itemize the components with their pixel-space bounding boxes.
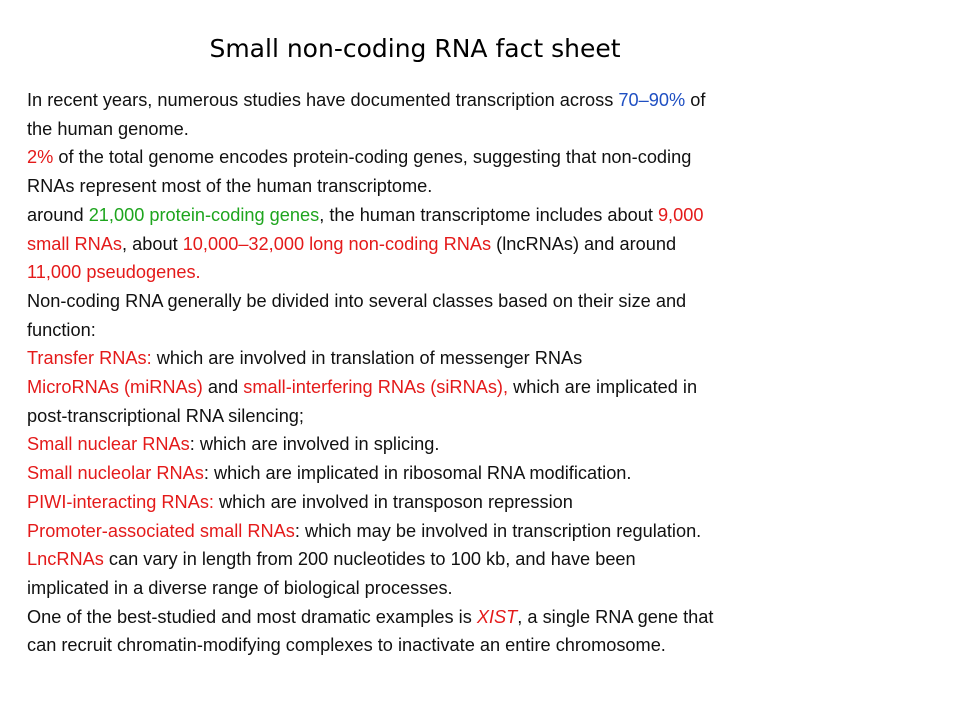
- text-segment: of: [685, 90, 706, 110]
- text-segment: the human genome.: [27, 118, 189, 139]
- text-segment: 11,000 pseudogenes.: [27, 262, 201, 283]
- text-segment: XIST: [476, 606, 518, 627]
- text-segment: (lncRNAs) and around: [491, 233, 677, 254]
- text-segment: 10,000–32,000 long non-coding RNAs: [182, 233, 492, 254]
- text-line: [27, 316, 942, 345]
- text-segment: function:: [27, 319, 96, 340]
- text-segment: In recent years, numerous studies have documented transcription across: [27, 90, 619, 110]
- text-segment: 2%: [27, 147, 54, 168]
- text-segment: Transfer RNAs:: [27, 348, 152, 369]
- text-line: [27, 430, 942, 459]
- text-line: [27, 143, 942, 172]
- text-line: [27, 373, 942, 402]
- text-segment: : which may be involved in transcription regulation.: [294, 520, 702, 541]
- text-segment: Small nucleolar RNAs: [27, 463, 204, 484]
- text-segment: : which are implicated in ribosomal RNA modification.: [203, 463, 632, 484]
- text-segment: One of the best-studied and most dramatic examples is: [27, 606, 477, 627]
- text-segment: around: [27, 204, 89, 225]
- text-segment: which are involved in transposon repression: [213, 491, 573, 512]
- text-line: [27, 172, 942, 201]
- text-segment: 70–90%: [618, 90, 686, 110]
- text-segment: 9,000: [657, 204, 704, 225]
- text-line: [27, 545, 942, 574]
- text-segment: Small nuclear RNAs: [27, 434, 190, 455]
- text-segment: , the human transcriptome includes about: [319, 204, 658, 225]
- text-segment: LncRNAs: [27, 549, 104, 570]
- text-line: [27, 459, 942, 488]
- text-segment: RNAs represent most of the human transcriptome.: [27, 176, 433, 197]
- text-segment: 21,000 protein-coding genes: [88, 204, 320, 225]
- text-segment: of the total genome encodes protein-coding genes, suggesting that non-coding: [53, 147, 692, 168]
- text-segment: , a single RNA gene that: [517, 606, 714, 627]
- text-line: [27, 86, 942, 115]
- text-line: [27, 115, 942, 144]
- text-segment: which are involved in translation of messenger RNAs: [151, 348, 583, 369]
- text-line: [27, 344, 942, 373]
- text-segment: small RNAs: [27, 233, 122, 254]
- text-line: [27, 201, 942, 230]
- text-line: [27, 230, 942, 259]
- text-line: [27, 488, 942, 517]
- text-segment: Non-coding RNA generally be divided into several classes based on their size and: [27, 290, 687, 311]
- text-segment: , about: [122, 233, 183, 254]
- text-line: [27, 287, 942, 316]
- text-segment: implicated in a diverse range of biological processes.: [27, 577, 453, 598]
- text-segment: : which are involved in splicing.: [189, 434, 440, 455]
- text-line: [27, 517, 942, 546]
- text-line: [27, 631, 942, 660]
- text-line: [27, 402, 942, 431]
- text-segment: PIWI-interacting RNAs:: [27, 491, 214, 512]
- fact-sheet-body: [27, 86, 942, 660]
- text-line: [27, 574, 942, 603]
- text-segment: small-interfering RNAs (siRNAs),: [243, 377, 509, 398]
- text-segment: which are implicated in: [508, 377, 698, 398]
- text-segment: Promoter-associated small RNAs: [27, 520, 295, 541]
- text-line: [27, 603, 942, 632]
- text-segment: post-transcriptional RNA silencing;: [27, 405, 304, 426]
- text-segment: and: [202, 377, 244, 398]
- text-segment: can vary in length from 200 nucleotides to 100 kb, and have been: [103, 549, 636, 570]
- text-line: [27, 258, 942, 287]
- text-segment: can recruit chromatin-modifying complexes to inactivate an entire chromosome.: [27, 635, 666, 656]
- page-title: Small non-coding RNA fact sheet: [209, 34, 621, 63]
- text-segment: MicroRNAs (miRNAs): [27, 377, 203, 398]
